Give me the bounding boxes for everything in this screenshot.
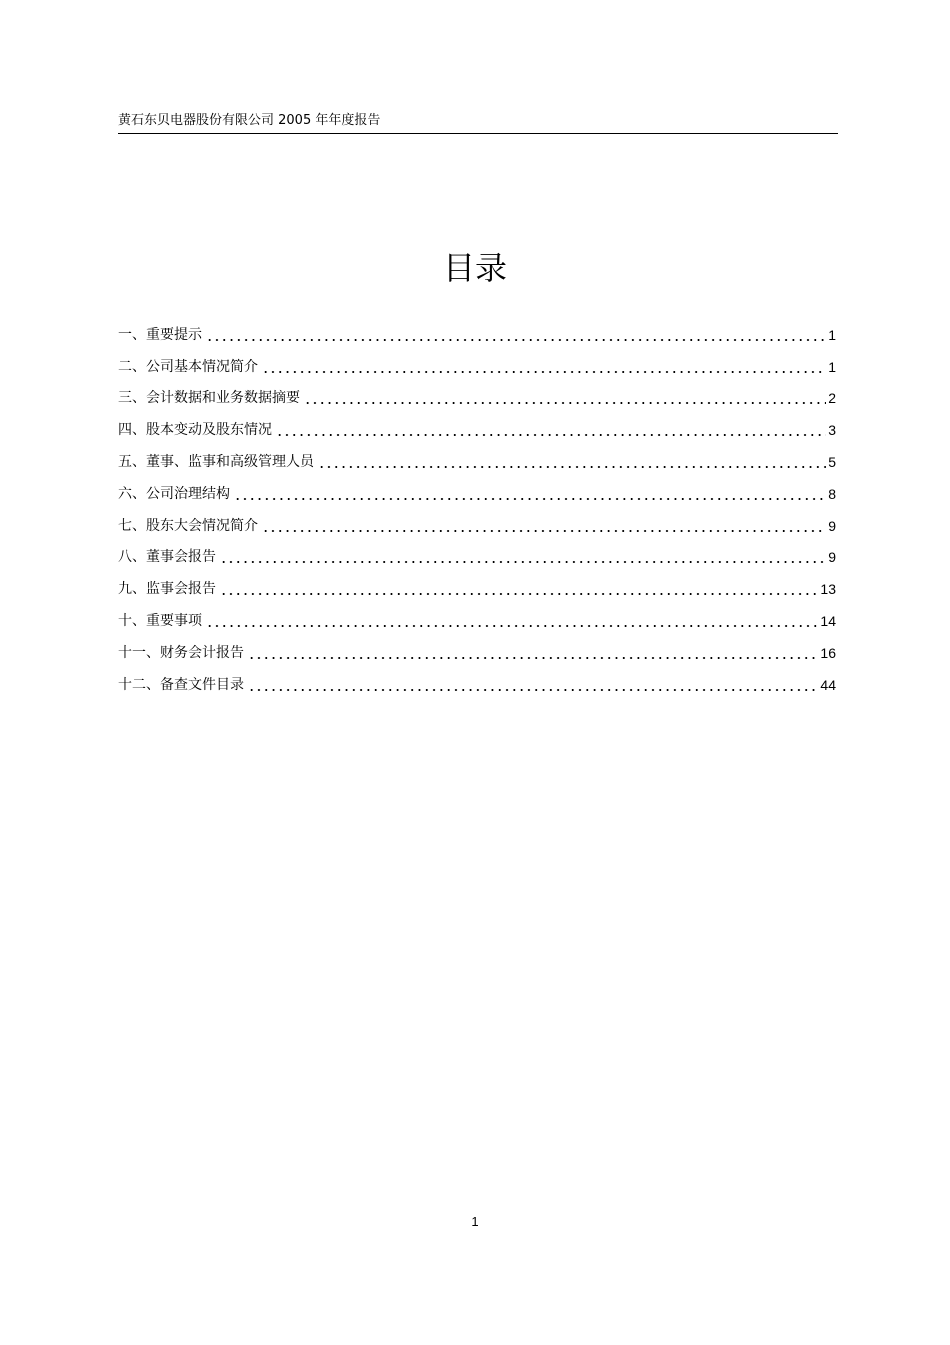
toc-item-label: 十、重要事项	[118, 612, 202, 629]
toc-item-page: 16	[820, 644, 836, 661]
toc-dot-leader	[234, 498, 826, 500]
toc-item[interactable]	[118, 504, 836, 536]
toc-item[interactable]	[118, 313, 836, 345]
toc-item-page: 5	[828, 453, 836, 470]
toc-dot-leader	[262, 371, 826, 373]
toc-item-label: 九、监事会报告	[118, 581, 216, 598]
toc-item-page: 1	[828, 358, 836, 375]
toc-item-label: 三、会计数据和业务数据摘要	[118, 390, 300, 407]
toc-dot-leader	[248, 689, 818, 691]
toc-item[interactable]	[118, 345, 836, 377]
toc-item-page: 14	[820, 612, 836, 629]
toc-item-label: 八、董事会报告	[118, 549, 216, 566]
toc-dot-leader	[220, 561, 826, 563]
toc-item-label: 十一、财务会计报告	[118, 644, 244, 661]
toc-dot-leader	[276, 434, 826, 436]
toc-item[interactable]	[118, 663, 836, 695]
toc-item[interactable]	[118, 599, 836, 631]
toc-dot-leader	[262, 530, 826, 532]
toc-dot-leader	[248, 657, 818, 659]
toc-item-label: 五、董事、监事和高级管理人员	[118, 453, 314, 470]
toc-item-label: 七、股东大会情况简介	[118, 517, 258, 534]
page-header-text: 黄石东贝电器股份有限公司 2005 年年度报告	[118, 113, 381, 128]
toc-title: 目录	[442, 249, 507, 287]
toc-item-page: 13	[820, 581, 836, 598]
toc-item[interactable]	[118, 408, 836, 440]
toc-item-page: 9	[828, 517, 836, 534]
toc-item-page: 44	[820, 676, 836, 693]
toc-item-page: 2	[828, 390, 836, 407]
toc-item-page: 1	[828, 326, 836, 343]
toc-item[interactable]	[118, 536, 836, 568]
toc-item-label: 一、重要提示	[118, 326, 202, 343]
page-number: 1	[471, 1214, 479, 1229]
toc-item-page: 9	[828, 549, 836, 566]
toc-item-label: 六、公司治理结构	[118, 485, 230, 502]
toc-dot-leader	[206, 625, 818, 627]
toc-item-label: 十二、备查文件目录	[118, 676, 244, 693]
toc-item-page: 8	[828, 485, 836, 502]
toc-item[interactable]	[118, 631, 836, 663]
toc-item[interactable]	[118, 472, 836, 504]
toc-list	[118, 313, 836, 695]
toc-item-label: 四、股本变动及股东情况	[118, 422, 272, 439]
toc-item-page: 3	[828, 422, 836, 439]
toc-item-label: 二、公司基本情况简介	[118, 358, 258, 375]
toc-item[interactable]	[118, 377, 836, 409]
page-header	[118, 113, 838, 134]
toc-dot-leader	[304, 402, 826, 404]
toc-item[interactable]	[118, 440, 836, 472]
toc-dot-leader	[220, 593, 818, 595]
toc-item[interactable]	[118, 567, 836, 599]
toc-dot-leader	[318, 466, 826, 468]
toc-dot-leader	[206, 339, 826, 341]
